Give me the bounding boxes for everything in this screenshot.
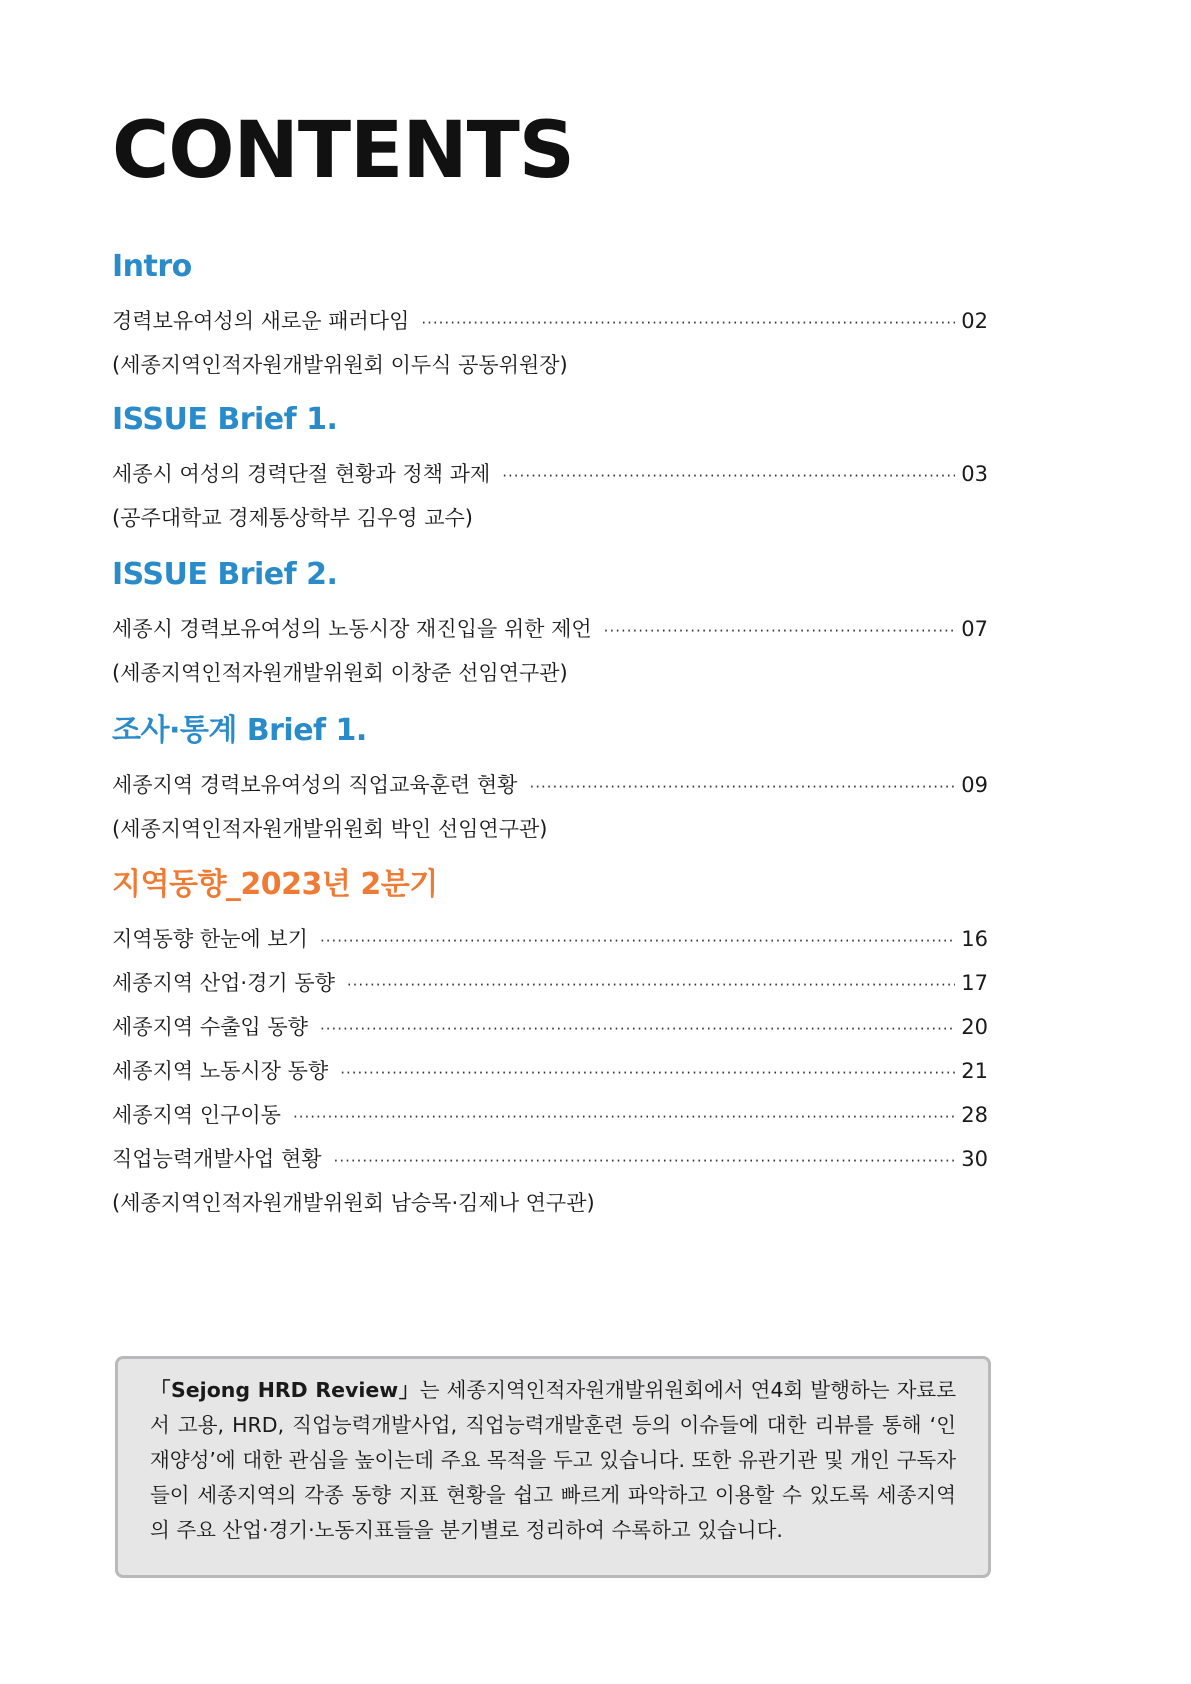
- toc-entry[interactable]: [112, 452, 988, 496]
- toc-entry-title: 세종지역 경력보유여성의 직업교육훈련 현황: [112, 773, 518, 797]
- dot-leader: [347, 963, 955, 1007]
- section-byline: (세종지역인적자원개발위원회 이두식 공동위원장): [112, 353, 568, 377]
- section-heading: ISSUE Brief 1.: [112, 402, 338, 437]
- toc-section-intro: [112, 249, 988, 387]
- toc-section-regional-trends: [112, 867, 988, 1225]
- toc-entry-title: 직업능력개발사업 현황: [112, 1147, 322, 1171]
- dot-leader: [320, 1007, 955, 1051]
- toc-entry-page: 21: [961, 1059, 988, 1083]
- section-heading: Intro: [112, 249, 192, 284]
- dot-leader: [334, 1139, 956, 1183]
- publication-name: 「Sejong HRD Review」: [150, 1378, 420, 1402]
- section-byline: (세종지역인적자원개발위원회 박인 선임연구관): [112, 817, 548, 841]
- toc-entry-title: 세종시 경력보유여성의 노동시장 재진입을 위한 제언: [112, 617, 592, 641]
- section-byline: (세종지역인적자원개발위원회 남승목·김제나 연구관): [112, 1191, 595, 1215]
- toc-entry-page: 02: [961, 309, 988, 333]
- toc-section-issue-brief-2: [112, 557, 988, 695]
- publication-notice-box: [115, 1356, 991, 1578]
- toc-section-survey-brief-1: [112, 713, 988, 851]
- toc-entry-page: 07: [961, 617, 988, 641]
- toc-entry[interactable]: [112, 763, 988, 807]
- dot-leader: [529, 765, 955, 809]
- toc-entry-page: 16: [961, 927, 988, 951]
- toc-section-issue-brief-1: [112, 402, 988, 540]
- toc-entry[interactable]: [112, 1049, 988, 1093]
- dot-leader: [293, 1095, 955, 1139]
- toc-entry-title: 세종시 여성의 경력단절 현황과 정책 과제: [112, 462, 491, 486]
- toc-entry-page: 20: [961, 1015, 988, 1039]
- dot-leader: [340, 1051, 955, 1095]
- toc-entry-title: 세종지역 노동시장 동향: [112, 1059, 329, 1083]
- toc-entry-title: 세종지역 수출입 동향: [112, 1015, 308, 1039]
- notice-body: 는 세종지역인적자원개발위원회에서 연4회 발행하는 자료로서 고용, HRD, 직업능력개발사업, 직업능력개발훈련 등의 이슈들에 대한 리뷰를 통해 ‘인재양성’에 대한 관심을 높이는데 주요 목적을 두고 있습니다. 또한 유관기관 및 개인 구독자들이 세종지역의 각종 동향 지표 현황을 쉽고 빠르게 파악하고 이용할 수 있도록 세종지역의 주요 산업·경기·노동지표들을 분기별로 정리하여 수록하고 있습니다.: [150, 1378, 956, 1542]
- toc-entry[interactable]: [112, 1093, 988, 1137]
- toc-entry[interactable]: [112, 1005, 988, 1049]
- toc-entry-page: 03: [961, 462, 988, 486]
- toc-entry-page: 17: [961, 971, 988, 995]
- toc-entry-title: 세종지역 산업·경기 동향: [112, 971, 335, 995]
- section-byline: (세종지역인적자원개발위원회 이창준 선임연구관): [112, 661, 568, 685]
- toc-entry[interactable]: [112, 917, 988, 961]
- section-byline: (공주대학교 경제통상학부 김우영 교수): [112, 506, 473, 530]
- dot-leader: [320, 919, 955, 963]
- dot-leader: [604, 609, 956, 653]
- toc-entry-title: 세종지역 인구이동: [112, 1103, 281, 1127]
- page-title: CONTENTS: [112, 106, 574, 196]
- section-heading: 조사·통계 Brief 1.: [112, 713, 367, 748]
- toc-entry[interactable]: [112, 607, 988, 651]
- dot-leader: [421, 301, 955, 345]
- toc-entry-title: 지역동향 한눈에 보기: [112, 927, 308, 951]
- dot-leader: [502, 454, 955, 498]
- toc-entry[interactable]: [112, 961, 988, 1005]
- toc-entry[interactable]: [112, 1137, 988, 1181]
- section-heading: ISSUE Brief 2.: [112, 557, 338, 592]
- toc-entry-page: 09: [961, 773, 988, 797]
- toc-entry[interactable]: [112, 299, 988, 343]
- toc-entry-page: 28: [961, 1103, 988, 1127]
- toc-entry-page: 30: [961, 1147, 988, 1171]
- notice-text: [150, 1373, 956, 1548]
- section-heading: 지역동향_2023년 2분기: [112, 867, 438, 902]
- toc-entry-title: 경력보유여성의 새로운 패러다임: [112, 309, 410, 333]
